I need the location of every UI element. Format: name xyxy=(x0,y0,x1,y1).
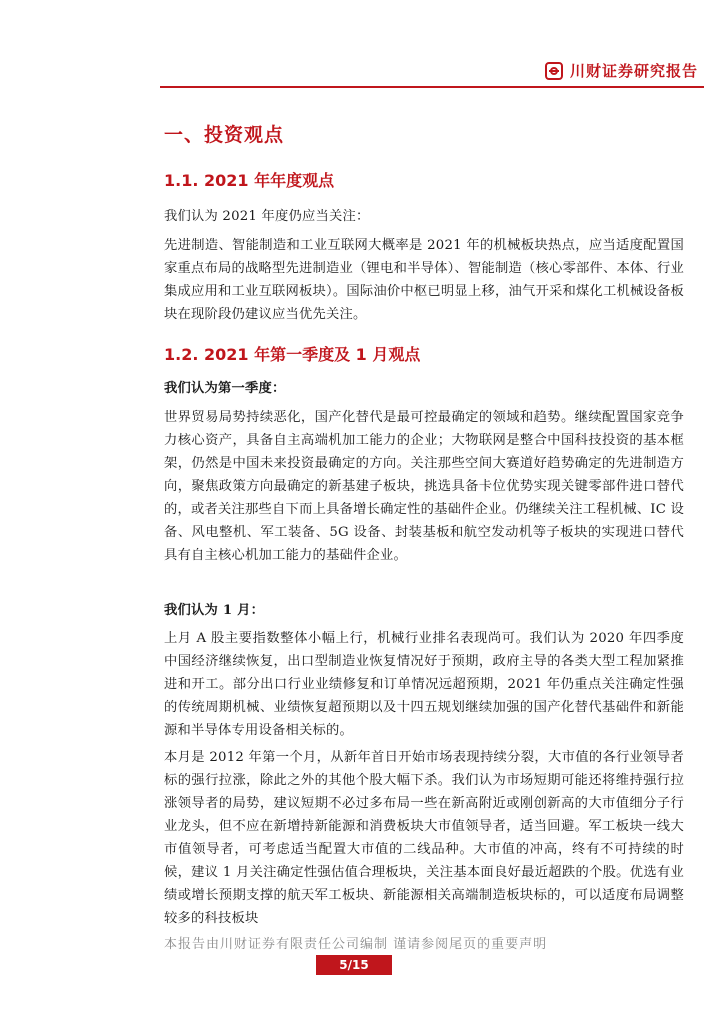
chuancai-logo-icon xyxy=(545,62,563,80)
footer-disclaimer: 本报告由川财证券有限责任公司编制 谨请参阅尾页的重要声明 xyxy=(164,937,548,952)
annual-intro: 我们认为 2021 年度仍应当关注： xyxy=(164,209,370,224)
q1-label: 我们认为第一季度： xyxy=(164,381,286,396)
q1-body: 世界贸易局势持续恶化，国产化替代是最可控最确定的领域和趋势。继续配置国家竞争力核心资产，具备自主高端机加工能力的企业；大物联网是整合中国科技投资的基本框架，仍然是中国未来投资最确定的方向。关注那些空间大赛道好趋势确定的先进制造方向，聚焦政策方向最确定的新基建子板块，挑选具备卡位优势实现关键零部件进口替代的，或者关注那些自下而上具备增长确定性的基础件企业。仍继续关注工程机械、IC 设备、风电整机、军工装备、5G 设备、封装基板和航空发动机等子板块的实现进口替代具有自主核心机加工能力的基础件企业。 xyxy=(164,410,684,563)
brand xyxy=(545,60,698,81)
jan-body-1: 上月 A 股主要指数整体小幅上行，机械行业排名表现尚可。我们认为 2020 年四季度中国经济继续恢复，出口型制造业恢复情况好于预期，政府主导的各类大型工程加紧推进和开工。部分出口行业业绩修复和订单情况远超预期，2021 年仍重点关注确定性强的传统周期机械、业绩恢复超预期以及十四五规划继续加强的国产化替代基础件和新能源和半导体专用设备相关标的。 xyxy=(164,631,684,738)
page-number: 5/15 xyxy=(316,955,392,975)
jan-body-2: 本月是 2012 年第一个月，从新年首日开始市场表现持续分裂，大市值的各行业领导者标的强行拉涨，除此之外的其他个股大幅下杀。我们认为市场短期可能还将维持强行拉涨领导者的局势，建议短期不必过多布局一些在新高附近或刚创新高的大市值细分子行业龙头，但不应在新增持新能源和消费板块大市值领导者，适当回避。军工板块一线大市值领导者，可考虑适当配置大市值的二线品种。大市值的冲高，终有不可持续的时候，建议 1 月关注确定性强估值合理板块，关注基本面良好最近超跌的个股。优选有业绩或增长预期支撑的航天军工板块、新能源相关高端制造板块标的，可以适度布局调整较多的科技板块 xyxy=(164,750,684,926)
jan-label: 我们认为 1 月： xyxy=(164,603,265,618)
annual-body: 先进制造、智能制造和工业互联网大概率是 2021 年的机械板块热点，应当适度配置国家重点布局的战略型先进制造业（锂电和半导体）、智能制造（核心零部件、本体、行业集成应用和工业互联网板块）。国际油价中枢已明显上移，油气开采和煤化工机械设备板块在现阶段仍建议应当优先关注。 xyxy=(164,238,684,322)
subsection-title-annual: 1.1. 2021 年年度观点 xyxy=(164,171,335,190)
subsection-title-q1: 1.2. 2021 年第一季度及 1 月观点 xyxy=(164,345,421,364)
page-header xyxy=(160,56,704,88)
brand-name: 川财证券研究报告 xyxy=(569,62,698,80)
section-title: 一、投资观点 xyxy=(164,124,285,146)
